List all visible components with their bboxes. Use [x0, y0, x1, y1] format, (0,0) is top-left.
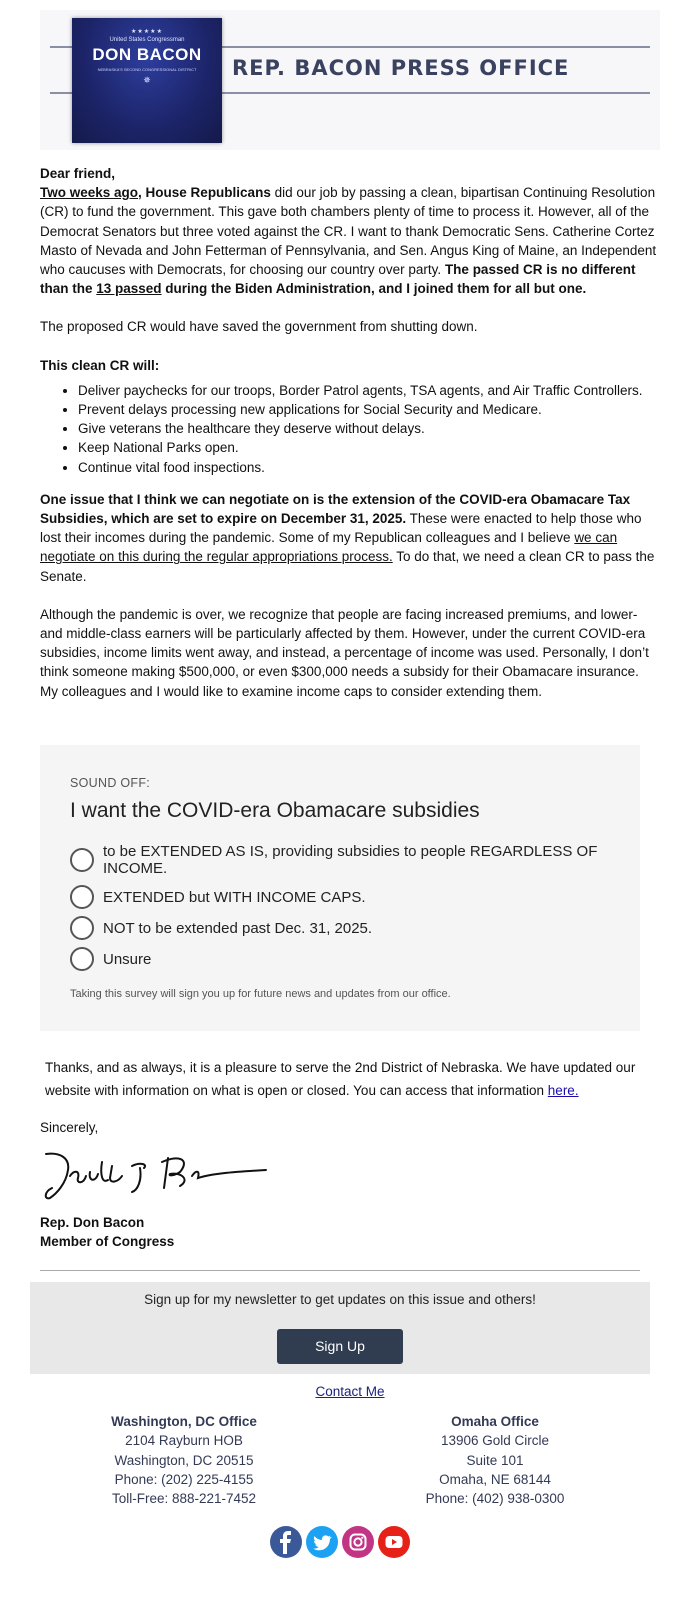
press-office-title: REP. BACON PRESS OFFICE — [232, 56, 570, 80]
survey-option-unsure[interactable] — [70, 947, 603, 971]
office-heading: Washington, DC Office — [111, 1414, 257, 1429]
survey-label: SOUND OFF: — [70, 776, 151, 790]
signer-title: Member of Congress — [40, 1234, 175, 1249]
divider — [40, 1270, 640, 1271]
p1-comma: , — [138, 185, 146, 201]
negotiate-link[interactable]: we can negotiate on this during the regular appropriations process. — [40, 530, 618, 565]
radio-button[interactable] — [70, 916, 94, 940]
closing-paragraph — [45, 1056, 650, 1102]
list-item: • Prevent delays processing new applications for Social Security and Medicare. — [78, 400, 660, 419]
survey-option-not-extended[interactable] — [70, 916, 603, 940]
office-heading: Omaha Office — [451, 1414, 539, 1429]
p4-text-1: These were enacted to help those who lost their incomes during the pandemic. Some of my Republican colleagues and I believe — [40, 511, 642, 546]
radio-button[interactable] — [70, 848, 94, 872]
option-label: Unsure — [103, 951, 152, 968]
radio-button[interactable] — [70, 947, 94, 971]
p1-bold-a: The passed CR is no different than the — [40, 262, 636, 297]
survey-option-income-caps[interactable] — [70, 885, 603, 909]
office-address: 2104 Rayburn HOB — [125, 1433, 243, 1449]
radio-button[interactable] — [70, 885, 94, 909]
p1-text: did our job by passing a clean, bipartisan Continuing Resolution (CR) to fund the government. This gave both chambers plenty of time to process it. However, all of the Democrat Senators but three voted against the CR. I want to thank Democratic Sens. Catherine Cortez Masto of Nevada and John Fetterman of Pennsylvania, and Sen. Angus King of Maine, an Independent who caucuses with Democrats, for choosing our country over party. — [40, 185, 657, 278]
two-weeks-ago-link[interactable]: Two weeks ago — [40, 185, 139, 201]
greeting: Dear friend, — [40, 166, 116, 181]
p4-text-2: To do that, we need a clean CR to pass the Senate. — [40, 549, 655, 584]
paragraph-1 — [40, 183, 660, 298]
list-item: • Deliver paychecks for our troops, Border Patrol agents, TSA agents, and Air Traffic Controllers. — [78, 381, 660, 400]
list-item: • Continue vital food inspections. — [78, 458, 660, 477]
option-label: EXTENDED but WITH INCOME CAPS. — [103, 889, 366, 906]
office-address: 13906 Gold Circle — [440, 1433, 550, 1449]
instagram-icon[interactable] — [342, 1526, 374, 1558]
letter-body — [40, 164, 660, 701]
congressman-logo — [72, 18, 222, 143]
omaha-office — [395, 1412, 595, 1508]
option-label: NOT to be extended past Dec. 31, 2025. — [103, 920, 373, 937]
office-phone: Phone: (402) 938-0300 — [425, 1491, 565, 1507]
survey-option-extended-as-is[interactable] — [70, 843, 603, 877]
office-city: Omaha, NE 68144 — [439, 1471, 551, 1487]
thanks-copy: Thanks, and as always, it is a pleasure to serve the 2nd District of Nebraska. We have updated our website with information on what is open or closed. You can access that information — [45, 1060, 636, 1098]
list-item: • Keep National Parks open. — [78, 438, 660, 457]
p1-bold-b: during the Biden Administration, and I joined them for all but one. — [161, 281, 587, 297]
signer-name: Rep. Don Bacon — [40, 1215, 145, 1230]
capitol-seal-icon: ✵ — [143, 75, 151, 85]
sign-up-button[interactable]: Sign Up — [277, 1329, 403, 1364]
p4-bold: One issue that I think we can negotiate on is the extension of the COVID-era Obamacare Tax Subsidies, which are set to expire on December 31, 2025. — [40, 491, 631, 527]
logo-subtitle: United States Congressman — [109, 37, 185, 43]
survey-question: I want the COVID-era Obamacare subsidies — [70, 799, 480, 822]
facebook-icon[interactable] — [270, 1526, 302, 1558]
clean-cr-heading: This clean CR will: — [40, 357, 160, 373]
office-city: Washington, DC 20515 — [114, 1452, 254, 1468]
p1-house-republicans: House Republicans — [145, 185, 271, 201]
here-link[interactable]: here. — [547, 1083, 579, 1098]
clean-cr-list — [40, 381, 660, 477]
logo-district: NEBRASKA'S SECOND CONGRESSIONAL DISTRICT — [97, 67, 197, 72]
sound-off-survey — [40, 745, 640, 1031]
office-suite: Suite 101 — [466, 1452, 524, 1468]
thanks-text — [45, 1056, 650, 1102]
contact-me-link[interactable]: Contact Me — [315, 1384, 385, 1399]
paragraph-5: Although the pandemic is over, we recognize that people are facing increased premiums, and lower- and middle-class earners will be particularly affected by them. However, under the current COVID-era subsidies, income limits went away, and instead, a percentage of income was used. Personally, I don’t think someone making $500,000, or even $300,000 needs a subsidy for their Obamacare insurance. My colleagues and I would like to examine income caps to consider extending them. — [40, 606, 649, 699]
logo-name: DON BACON — [92, 45, 202, 64]
dc-office — [84, 1412, 284, 1508]
signup-text: Sign up for my newsletter to get updates on this issue and others! — [144, 1292, 536, 1307]
list-item: • Give veterans the healthcare they deserve without delays. — [78, 419, 660, 438]
logo-stars: ★★★★★ — [131, 29, 163, 35]
thirteen-passed-link[interactable]: 13 passed — [96, 281, 162, 297]
office-phone: Phone: (202) 225-4155 — [114, 1471, 254, 1487]
paragraph-4 — [40, 490, 660, 586]
twitter-icon[interactable] — [306, 1526, 338, 1558]
survey-disclaimer: Taking this survey will sign you up for future news and updates from our office. — [70, 988, 451, 1000]
office-tollfree: Toll-Free: 888-221-7452 — [111, 1491, 257, 1507]
youtube-icon[interactable] — [378, 1526, 410, 1558]
option-label: to be EXTENDED AS IS, providing subsidies to people REGARDLESS OF INCOME. — [103, 843, 598, 877]
paragraph-2: The proposed CR would have saved the government from shutting down. — [40, 319, 478, 335]
header-banner — [40, 10, 660, 150]
sincerely: Sincerely, — [40, 1120, 99, 1135]
signature-image — [40, 1148, 270, 1204]
